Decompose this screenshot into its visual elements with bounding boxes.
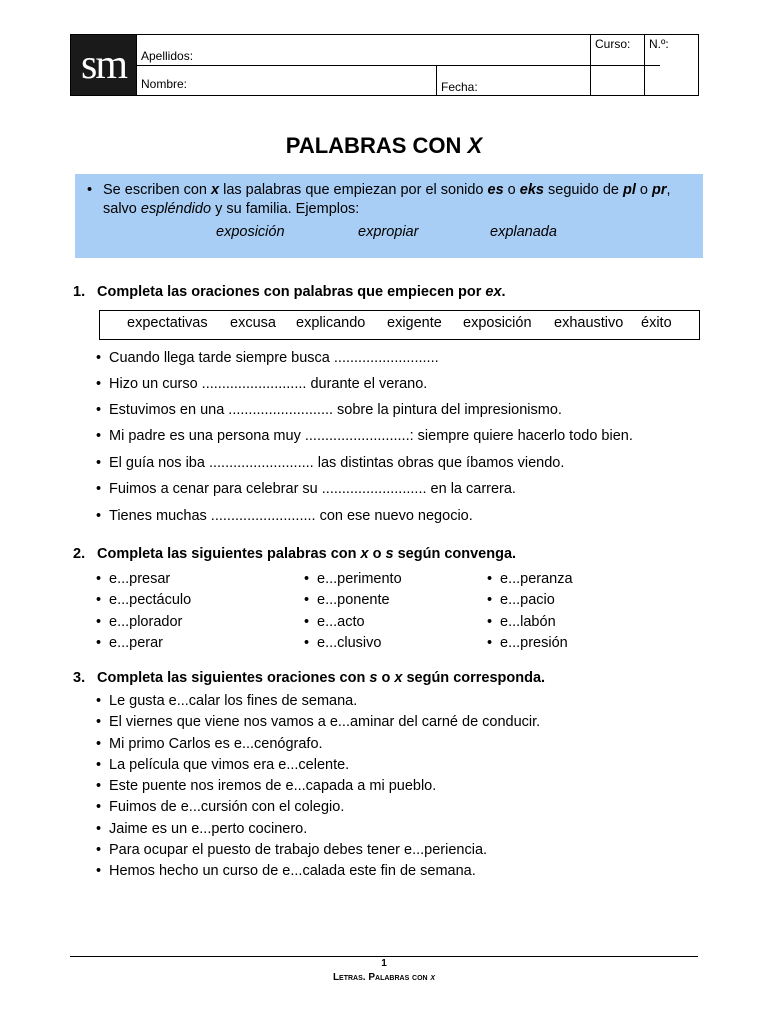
apellidos-field[interactable]: Apellidos: <box>136 35 660 66</box>
exercise-1-sentence[interactable]: • Fuimos a cenar para celebrar su .......................... en la carrera. <box>96 481 516 497</box>
exercise-2-word[interactable]: • e...presar <box>96 571 170 587</box>
bullet-icon: • <box>87 182 93 198</box>
exercise-3-sentence[interactable]: • Hemos hecho un curso de e...calada este fin de semana. <box>96 863 476 879</box>
exercise-3-title: 3. Completa las siguientes oraciones con s o x según corresponda. <box>73 670 546 686</box>
word-bank-item: éxito <box>641 315 672 331</box>
exercise-2-word[interactable]: • e...pectáculo <box>96 592 191 608</box>
exercise-2-word[interactable]: • e...presión <box>487 635 568 651</box>
exercise-3-sentence[interactable]: • Jaime es un e...perto cocinero. <box>96 821 307 837</box>
exercise-2-word[interactable]: • e...perimento <box>304 571 402 587</box>
student-info-header <box>70 34 699 96</box>
exercise-2-word[interactable]: • e...perar <box>96 635 163 651</box>
exercise-2-word[interactable]: • e...clusivo <box>304 635 381 651</box>
exercise-2-word[interactable]: • e...pacio <box>487 592 555 608</box>
example-word: expropiar <box>358 224 419 240</box>
title-letter: X <box>467 133 483 158</box>
exercise-3-sentence[interactable]: • Le gusta e...calar los fines de semana. <box>96 693 357 709</box>
word-bank-item: exigente <box>387 315 442 331</box>
word-bank <box>99 310 700 340</box>
exercise-3-sentence[interactable]: • Este puente nos iremos de e...capada a mi pueblo. <box>96 778 436 794</box>
exercise-2-word[interactable]: • e...labón <box>487 614 556 630</box>
exercise-1-sentence[interactable]: • El guía nos iba .......................... las distintas obras que íbamos viendo. <box>96 455 564 471</box>
page-title <box>0 133 768 159</box>
example-word: explanada <box>490 224 557 240</box>
rule-text: Se escriben con x las palabras que empiezan por el sonido es o eks seguido de pl o pr, salvo espléndido y su familia. Ejemplos: <box>103 182 671 217</box>
word-bank-item: exhaustivo <box>554 315 624 331</box>
footer-divider <box>70 956 698 957</box>
example-word: exposición <box>216 224 285 240</box>
exercise-1-sentence[interactable]: • Hizo un curso .......................... durante el verano. <box>96 376 427 392</box>
exercise-1-sentence[interactable]: • Mi padre es una persona muy ..........................: siempre quiere hacerlo todo bien. <box>96 428 633 444</box>
page-number: 1 <box>381 958 387 969</box>
exercise-3-sentence[interactable]: • La película que vimos era e...celente. <box>96 757 349 773</box>
curso-field[interactable]: Curso: <box>590 35 644 66</box>
exercise-1-sentence[interactable]: • Tienes muchas .......................... con ese nuevo negocio. <box>96 508 473 524</box>
spelling-rule-box <box>75 174 703 258</box>
exercise-3-sentence[interactable]: • Mi primo Carlos es e...cenógrafo. <box>96 736 323 752</box>
curso-field-lower <box>590 66 644 95</box>
word-bank-item: expectativas <box>127 315 208 331</box>
exercise-2-word[interactable]: • e...peranza <box>487 571 573 587</box>
exercise-3-sentence[interactable]: • Fuimos de e...cursión con el colegio. <box>96 799 344 815</box>
publisher-logo: sm <box>71 35 136 95</box>
footer-title: Letras. Palabras con x <box>332 972 436 983</box>
exercise-2-word[interactable]: • e...acto <box>304 614 365 630</box>
exercise-2-word[interactable]: • e...plorador <box>96 614 182 630</box>
exercise-3-sentence[interactable]: • El viernes que viene nos vamos a e...aminar del carné de conducir. <box>96 714 540 730</box>
exercise-3-sentence[interactable]: • Para ocupar el puesto de trabajo debes tener e...periencia. <box>96 842 487 858</box>
exercise-2-word[interactable]: • e...ponente <box>304 592 390 608</box>
exercise-1-title: 1. Completa las oraciones con palabras que empiecen por ex. <box>73 284 506 300</box>
exercise-2-title: 2. Completa las siguientes palabras con x o s según convenga. <box>73 546 517 562</box>
exercise-1-sentence[interactable]: • Estuvimos en una .......................... sobre la pintura del impresionismo. <box>96 402 562 418</box>
numero-field[interactable]: N.º: <box>644 35 699 95</box>
word-bank-item: exposición <box>463 315 532 331</box>
word-bank-item: excusa <box>230 315 276 331</box>
fecha-field[interactable]: Fecha: <box>436 66 660 95</box>
title-text: PALABRAS CON <box>285 133 468 158</box>
exercise-1-sentence[interactable]: • Cuando llega tarde siempre busca .......................... <box>96 350 439 366</box>
nombre-field[interactable]: Nombre: <box>136 66 436 95</box>
word-bank-item: explicando <box>296 315 366 331</box>
